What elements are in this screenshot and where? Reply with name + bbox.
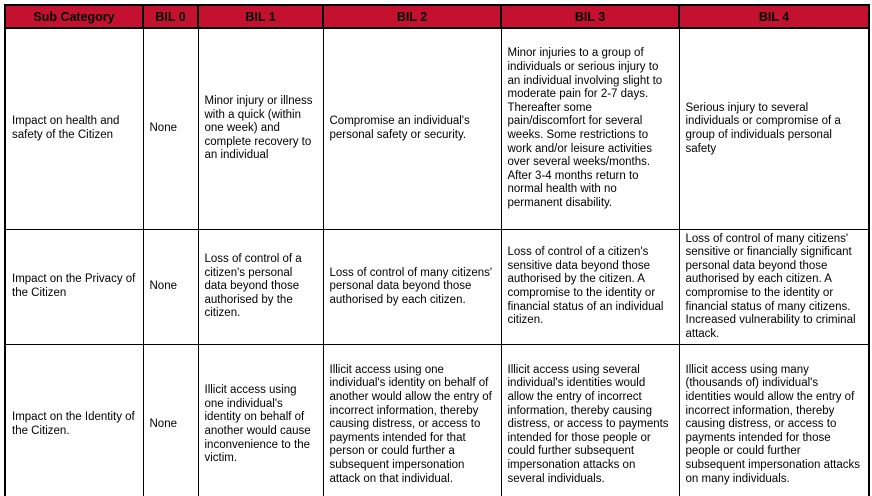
column-header-sub-category: Sub Category xyxy=(5,5,143,28)
column-header-bil-4: BIL 4 xyxy=(679,5,869,28)
table-row-privacy xyxy=(5,230,869,345)
cell-health-bil-4: Serious injury to several individuals or compromise of a group of individuals personal safety xyxy=(679,28,869,230)
header-row xyxy=(5,5,869,28)
bil-impact-table xyxy=(4,4,870,496)
cell-health-sub-category: Impact on health and safety of the Citizen xyxy=(5,28,143,230)
cell-privacy-bil-1: Loss of control of a citizen's personal data beyond those authorised by the citizen. xyxy=(198,230,323,345)
table-row-health-safety xyxy=(5,28,869,230)
cell-privacy-bil-4: Loss of control of many citizens' sensitive or financially significant personal data beyond those authorised by each citizen. A compromise to the identity or financial status of many citizens. Increased vulnerability to criminal attack. xyxy=(679,230,869,345)
cell-identity-bil-3: Illicit access using several individual's identities would allow the entry of incorrect information, thereby causing distress, or access to payments intended for those people or could further subsequent impersonation attacks on several individuals. xyxy=(501,345,679,496)
cell-health-bil-1: Minor injury or illness with a quick (within one week) and complete recovery to an individual xyxy=(198,28,323,230)
cell-identity-bil-0: None xyxy=(143,345,198,496)
cell-privacy-bil-0: None xyxy=(143,230,198,345)
cell-privacy-bil-3: Loss of control of a citizen's sensitive data beyond those authorised by the citizen. A compromise to the identity or financial status of an individual citizen. xyxy=(501,230,679,345)
table-body xyxy=(5,28,869,496)
cell-health-bil-3: Minor injuries to a group of individuals or serious injury to an individual involving slight to moderate pain for 2-7 days. Thereafter some pain/discomfort for several weeks. Some restrictions to work and/or leisure activities over several weeks/months. After 3-4 months return to normal health with no permanent disability. xyxy=(501,28,679,230)
column-header-bil-1: BIL 1 xyxy=(198,5,323,28)
table-header xyxy=(5,5,869,28)
cell-privacy-bil-2: Loss of control of many citizens' personal data beyond those authorised by each citizen. xyxy=(323,230,501,345)
column-header-bil-3: BIL 3 xyxy=(501,5,679,28)
cell-identity-bil-4: Illicit access using many (thousands of) individual's identities would allow the entry of incorrect information, thereby causing distress, or access to payments intended for those people or could further subsequent impersonation attacks on many individuals. xyxy=(679,345,869,496)
cell-health-bil-0: None xyxy=(143,28,198,230)
table-row-identity xyxy=(5,345,869,496)
cell-identity-bil-2: Illicit access using one individual's identity on behalf of another would allow the entry of incorrect information, thereby causing distress, or access to payments intended for that person or could further a subsequent impersonation attack on that individual. xyxy=(323,345,501,496)
cell-health-bil-2: Compromise an individual's personal safety or security. xyxy=(323,28,501,230)
cell-identity-sub-category: Impact on the Identity of the Citizen. xyxy=(5,345,143,496)
column-header-bil-2: BIL 2 xyxy=(323,5,501,28)
cell-identity-bil-1: Illicit access using one individual's identity on behalf of another would cause inconvenience to the victim. xyxy=(198,345,323,496)
column-header-bil-0: BIL 0 xyxy=(143,5,198,28)
cell-privacy-sub-category: Impact on the Privacy of the Citizen xyxy=(5,230,143,345)
